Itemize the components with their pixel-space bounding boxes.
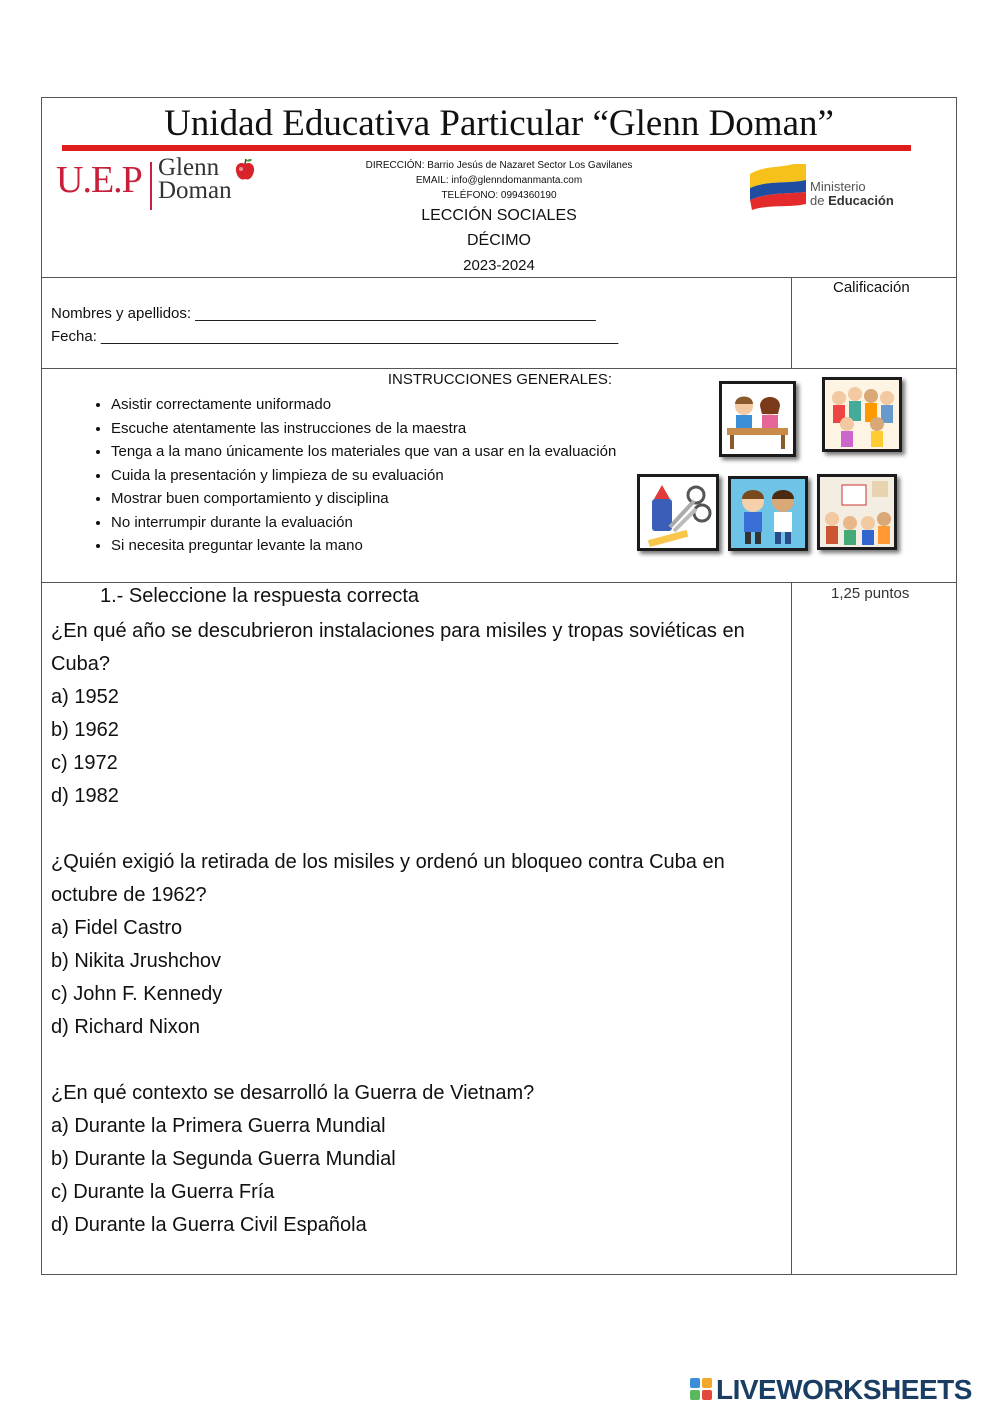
name-field[interactable]: Nombres y apellidos: ________________________________________________ [51, 305, 596, 322]
section-heading: 1.- Seleccione la respuesta correcta [100, 585, 420, 607]
list-item: • Cuida la presentación y limpieza de su evaluación [111, 464, 616, 488]
divider [791, 277, 792, 368]
grade-level: DÉCIMO [467, 232, 531, 249]
liveworksheets-icon [690, 1378, 712, 1400]
divider [791, 582, 792, 1274]
spacer [51, 1044, 783, 1077]
liveworksheets-text: LIVEWORKSHEETS [716, 1374, 972, 1405]
list-item: • Tenga a la mano únicamente los materiales que van a usar en la evaluación [111, 440, 616, 464]
ministerio-line2 [810, 194, 894, 208]
lesson-name: LECCIÓN SOCIALES [421, 207, 577, 224]
answer-option[interactable]: d) Richard Nixon [51, 1016, 200, 1038]
logo-uep-text: U.E.P [56, 159, 142, 201]
classroom-illustration [817, 474, 897, 550]
email: EMAIL: info@glenndomanmanta.com [415, 175, 583, 186]
answer-option[interactable]: b) Nikita Jrushchov [51, 950, 222, 972]
liveworksheets-logo[interactable] [690, 1374, 990, 1404]
divider [42, 368, 956, 369]
instructions-title: INSTRUCCIONES GENERALES: [387, 371, 613, 388]
ecuador-flag-icon [748, 164, 808, 210]
kids-group-illustration [822, 377, 902, 452]
answer-option[interactable]: a) 1952 [51, 686, 119, 708]
answer-option[interactable]: c) John F. Kennedy [51, 983, 223, 1005]
answer-option[interactable]: d) 1982 [51, 785, 119, 807]
list-item: • Asistir correctamente uniformado [111, 393, 616, 417]
question-text: ¿Quién exigió la retirada de los misiles y ordenó un bloqueo contra Cuba en octubre de 1962? [51, 851, 725, 906]
school-supplies-illustration [637, 474, 719, 551]
students-desk-illustration [719, 381, 796, 457]
answer-option[interactable]: a) Durante la Primera Guerra Mundial [51, 1115, 386, 1137]
list-item: • Mostrar buen comportamiento y disciplina [111, 487, 616, 511]
ministerio-line1: Ministerio [810, 179, 866, 194]
phone: TELÉFONO: 0994360190 [441, 190, 557, 201]
question-text: ¿En qué contexto se desarrolló la Guerra de Vietnam? [51, 1082, 535, 1104]
points-label: 1,25 puntos [831, 585, 910, 602]
ministerio-text [810, 180, 894, 208]
question-text: ¿En qué año se descubrieron instalaciones para misiles y tropas soviéticas en Cuba? [51, 620, 745, 675]
answer-option[interactable]: b) Durante la Segunda Guerra Mundial [51, 1148, 396, 1170]
answer-option[interactable]: c) Durante la Guerra Fría [51, 1181, 275, 1203]
list-item: • Escuche atentamente las instrucciones de la maestra [111, 417, 616, 441]
answer-option[interactable]: c) 1972 [51, 752, 118, 774]
address: DIRECCIÓN: Barrio Jesús de Nazaret Sector Los Gavilanes [365, 160, 633, 171]
questions [51, 615, 783, 1242]
spacer [51, 813, 783, 846]
logo-name-line1: Glenn [158, 154, 220, 181]
title-underline [62, 145, 911, 151]
list-item: • No interrumpir durante la evaluación [111, 511, 616, 535]
answer-option[interactable]: b) 1962 [51, 719, 119, 741]
instructions-list [84, 393, 616, 558]
ministerio-bold: Educación [828, 193, 894, 208]
answer-option[interactable]: d) Durante la Guerra Civil Española [51, 1214, 367, 1236]
ministerio-prefix: de [810, 193, 829, 208]
student-info [51, 302, 618, 348]
list-item: • Si necesita preguntar levante la mano [111, 534, 616, 558]
date-field[interactable]: Fecha: ______________________________________________________________ [51, 328, 619, 345]
school-year: 2023-2024 [463, 257, 535, 274]
school-title: Unidad Educativa Particular “Glenn Doman” [164, 103, 834, 144]
divider [42, 582, 956, 583]
logo-name-line2: Doman [158, 177, 232, 204]
grade-label: Calificación [833, 279, 910, 296]
ministerio-logo [748, 164, 908, 214]
two-kids-illustration [728, 476, 808, 551]
answer-option[interactable]: a) Fidel Castro [51, 917, 183, 939]
worksheet-frame [41, 97, 957, 1275]
